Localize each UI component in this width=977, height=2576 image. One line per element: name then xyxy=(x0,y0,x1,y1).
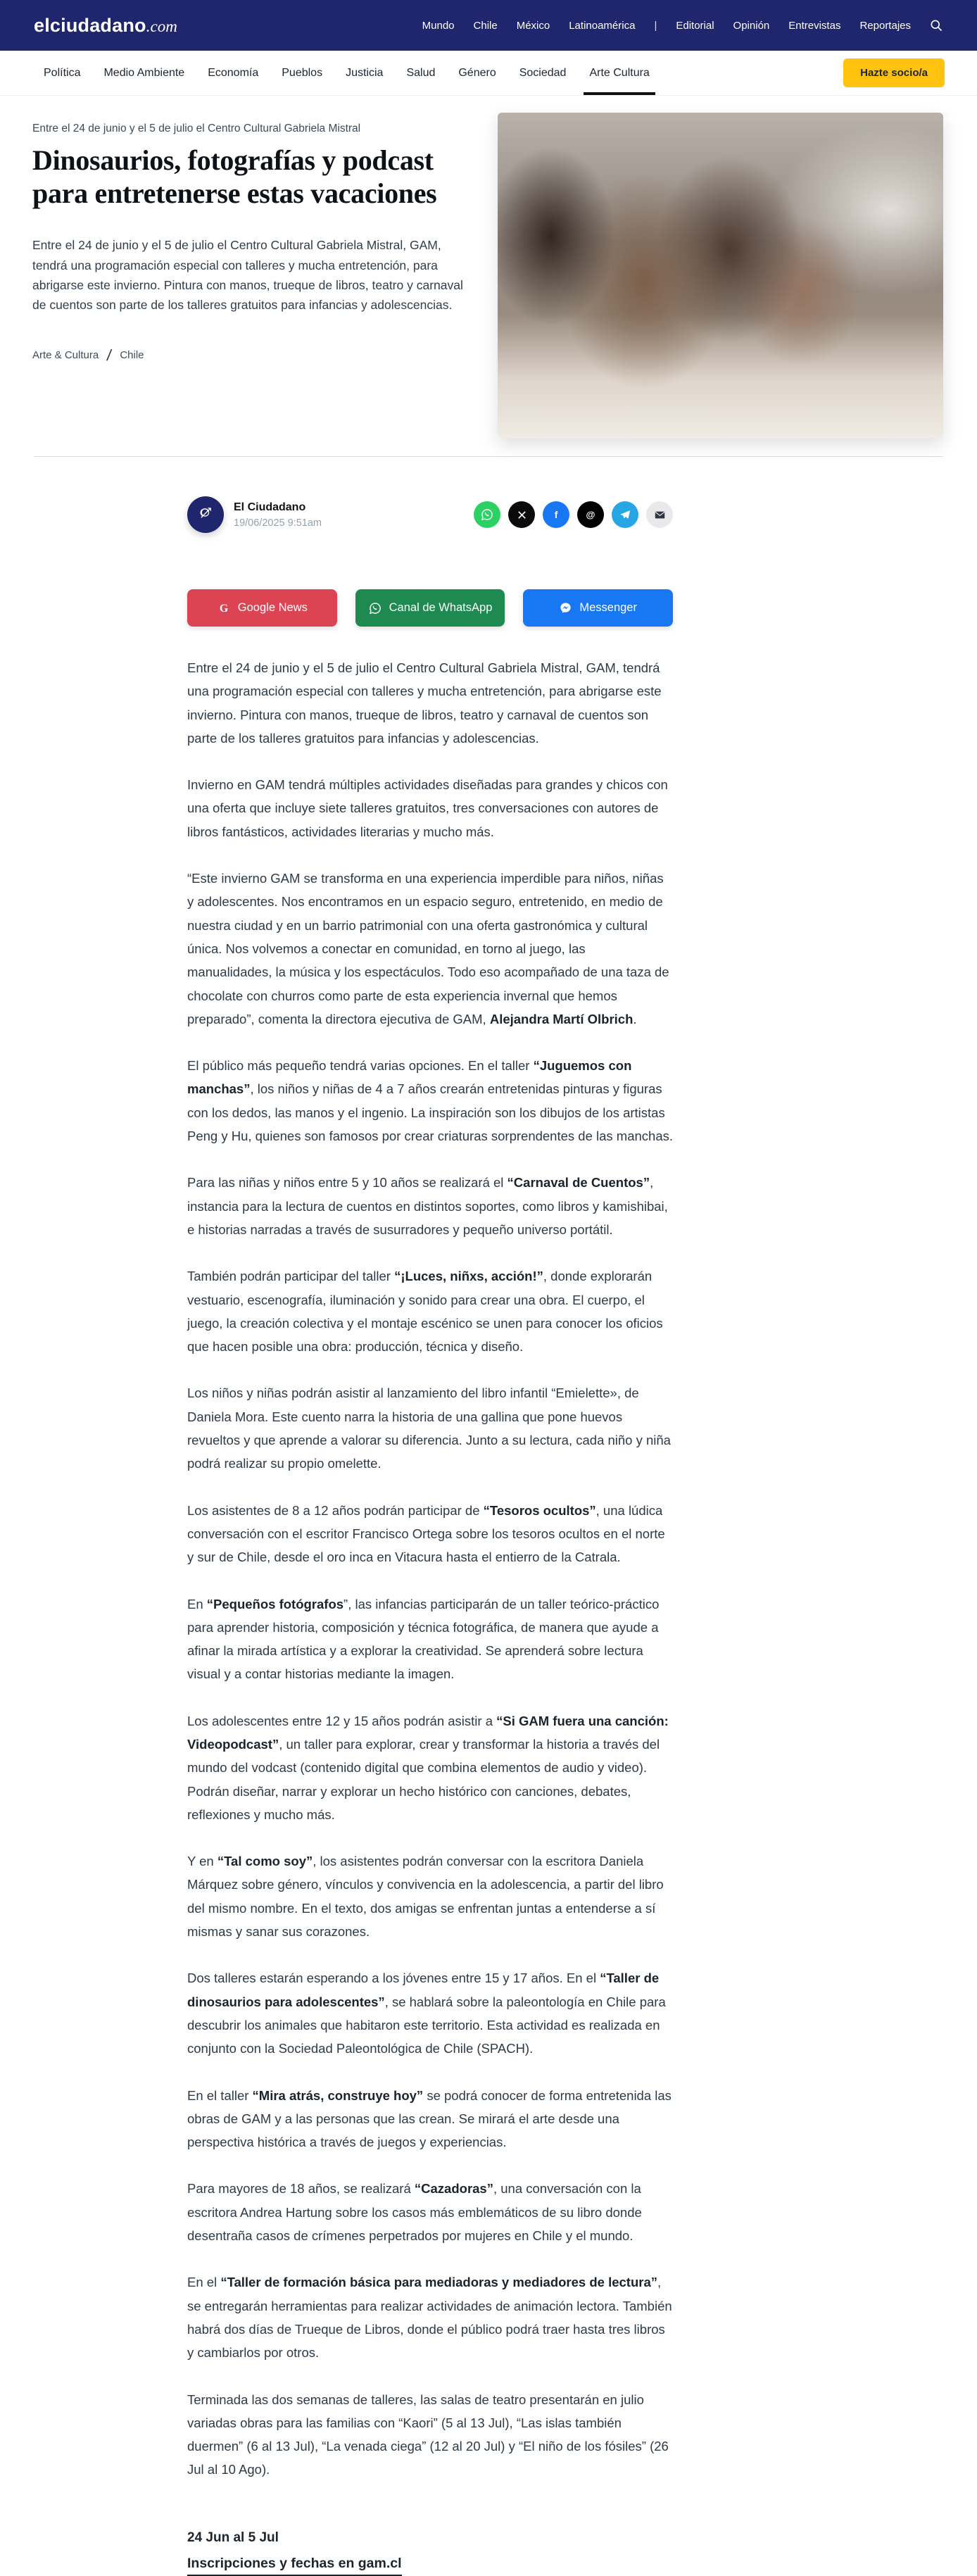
author-name: El Ciudadano xyxy=(234,501,306,513)
follow-buttons-row xyxy=(187,589,673,627)
facebook-icon xyxy=(549,508,563,522)
share-email-button[interactable] xyxy=(646,501,673,528)
article-header-text xyxy=(32,113,472,438)
follow-messenger-button[interactable] xyxy=(523,589,673,627)
nav-item-mexico[interactable]: México xyxy=(516,19,550,32)
top-header xyxy=(0,0,977,51)
subnav-item-politica[interactable]: Política xyxy=(44,66,81,79)
nav-item-reportajes[interactable]: Reportajes xyxy=(859,19,911,32)
article-header xyxy=(0,96,977,438)
article-paragraph: Los asistentes de 8 a 12 años podrán participar de “Tesoros ocultos”, una lúdica conversación con el escritor Francisco Ortega sobre los tesoros ocultos en el norte y sur de Chile, desde el oro inca en Vitacura hasta el entierro de la Catrala. xyxy=(187,1502,665,1565)
subnav-item-economia[interactable]: Economía xyxy=(208,66,259,79)
event-dates: 24 Jun al 5 Jul xyxy=(187,2530,279,2545)
svg-text:G: G xyxy=(219,602,228,615)
article-paragraph: Los adolescentes entre 12 y 15 años podrán asistir a “Si GAM fuera una canción: Videopodcast”, un taller para explorar, crear y transformar la historia a través del mundo del vodcast (contenido digital que combina elementos de audio y video). Podrán diseñar, narrar y explorar un hecho histórico con canciones, debates, reflexiones y mucho más. xyxy=(187,1713,669,1822)
nav-separator: | xyxy=(654,19,657,32)
subnav-item-justicia[interactable]: Justicia xyxy=(346,66,384,79)
section-nav xyxy=(0,51,977,96)
whatsapp-icon xyxy=(368,601,382,615)
byline-meta xyxy=(234,501,322,529)
share-facebook-button[interactable] xyxy=(543,501,569,528)
publish-date: 19/06/2025 9:51am xyxy=(234,517,322,529)
article-paragraph: Los niños y niñas podrán asistir al lanzamiento del libro infantil “Emielette», de Daniela Mora. Este cuento narra la historia de una gallina que pone huevos revueltos y que aprende a valorar su diferencia. Junto a su lectura, cada niño y niña podrá realizar su propio omelette. xyxy=(187,1386,671,1471)
article-paragraph: Para mayores de 18 años, se realizará “Cazadoras”, una conversación con la escritora Andrea Hartung sobre los casos más emblemáticos de su libro donde desentraña casos de crímenes perpetrados por mujeres en Chile y el mundo. xyxy=(187,2181,642,2244)
messenger-icon xyxy=(559,601,572,615)
subnav-item-arte-cultura[interactable]: Arte Cultura xyxy=(589,66,650,79)
threads-icon xyxy=(584,508,598,522)
subnav-item-salud[interactable]: Salud xyxy=(406,66,436,79)
follow-google-news-button[interactable] xyxy=(187,589,337,627)
subnav-item-genero[interactable]: Género xyxy=(458,66,496,79)
article-paragraph: También podrán participar del taller “¡Luces, niñxs, acción!”, donde explorarán vestuario, escenografía, iluminación y sonido para crear una obra. El cuerpo, el juego, la creación colectiva y el montaje escénico se unen para conocer los oficios que hacen posible una obra: producción, técnica y diseño. xyxy=(187,1269,663,1355)
search-icon[interactable] xyxy=(929,18,943,32)
share-row xyxy=(474,501,673,528)
event-info-block xyxy=(187,2530,673,2576)
button-label: Google News xyxy=(237,601,308,614)
section-nav-items xyxy=(44,67,673,80)
share-telegram-button[interactable] xyxy=(612,501,638,528)
article-body xyxy=(187,656,673,2526)
logo-text: elciudadano xyxy=(34,14,146,36)
become-member-button[interactable]: Hazte socio/a xyxy=(843,58,945,87)
article-paragraph: En “Pequeños fotógrafos”, las infancias participarán de un taller teórico-práctico para aprender historia, composición y técnica fotográfica, de manera que ayude a afinar la mirada artística y a explorar la creatividad. Se aprenderá sobre lectura visual y a contar historias mediante la imagen. xyxy=(187,1596,660,1682)
subnav-item-pueblos[interactable]: Pueblos xyxy=(282,66,323,79)
author-logo-icon xyxy=(196,503,215,526)
follow-canal-de-whatsapp-button[interactable] xyxy=(355,589,505,627)
x-icon xyxy=(517,510,527,520)
article-paragraph: Invierno en GAM tendrá múltiples actividades diseñadas para grandes y chicos con una oferta que incluye siete talleres gratuitos, tres conversaciones con autores de libros fantásticos, actividades literarias y mucho más. xyxy=(187,777,668,839)
google-icon xyxy=(217,601,231,615)
subnav-item-medio-ambiente[interactable]: Medio Ambiente xyxy=(103,66,185,79)
nav-item-opinion[interactable]: Opinión xyxy=(733,19,770,32)
subnav-item-sociedad[interactable]: Sociedad xyxy=(519,66,567,79)
nav-item-entrevistas[interactable]: Entrevistas xyxy=(788,19,841,32)
article-kicker: Entre el 24 de junio y el 5 de julio el Centro Cultural Gabriela Mistral xyxy=(32,122,361,134)
tag-arte-cultura[interactable]: Arte & Cultura xyxy=(32,349,99,362)
button-label: Canal de WhatsApp xyxy=(389,601,493,614)
article-paragraph: Para las niñas y niños entre 5 y 10 años se realizará el “Carnaval de Cuentos”, instancia para la lectura de cuentos en distintos soportes, como libros y kamishibai, e historias narradas a través de susurradores y pequeño universo portátil. xyxy=(187,1175,668,1237)
article-paragraph: Entre el 24 de junio y el 5 de julio el Centro Cultural Gabriela Mistral, GAM, tendrá una programación especial con talleres y mucha entretención, para abrigarse este invierno. Pintura con manos, trueque de libros, teatro y carnaval de cuentos son parte de los talleres gratuitos para infancias y adolescencias. xyxy=(187,660,662,746)
article-paragraph: Terminada las dos semanas de talleres, las salas de teatro presentarán en julio variadas obras para las familias con “Kaori” (5 al 13 Jul), “Las islas también duermen” (6 al 13 Jul), “La venada ciega” (12 al 20 Jul) y “El niño de los fósiles” (26 Jul al 10 Ago). xyxy=(187,2392,669,2477)
telegram-icon xyxy=(619,508,631,521)
tag-separator: / xyxy=(106,346,113,364)
svg-text:f: f xyxy=(554,510,558,521)
tag-chile[interactable]: Chile xyxy=(120,349,144,362)
logo-suffix: .com xyxy=(146,17,177,35)
hero-image xyxy=(498,113,943,438)
svg-text:@: @ xyxy=(586,509,595,520)
share-threads-button[interactable] xyxy=(577,501,604,528)
article-paragraph: “Este invierno GAM se transforma en una experiencia imperdible para niños, niñas y adolescentes. Nos encontramos en un espacio seguro, entretenido, en medio de nuestra ciudad y en un barrio patrimonial con una oferta gastronómica y cultural única. Nos volvemos a conectar en comunidad, en torno al juego, las manualidades, la música y los espectáculos. Todo eso acompañado de una taza de chocolate con churros como parte de esta experiencia invernal que hemos preparado”, comenta la directora ejecutiva de GAM, Alejandra Martí Olbrich. xyxy=(187,871,669,1026)
nav-item-editorial[interactable]: Editorial xyxy=(676,19,714,32)
nav-item-chile[interactable]: Chile xyxy=(473,19,498,32)
article-tags xyxy=(32,346,472,365)
share-whatsapp-button[interactable] xyxy=(474,501,500,528)
email-icon xyxy=(653,508,667,522)
header-divider xyxy=(34,456,943,457)
site-logo[interactable] xyxy=(34,15,177,37)
article-paragraph: En el “Taller de formación básica para mediadoras y mediadores de lectura”, se entregarán herramientas para realizar actividades de animación lectora. También habrá dos días de Trueque de Libros, donde el público podrá traer hasta tres libros y cambiarlos por otros. xyxy=(187,2275,672,2361)
button-label: Messenger xyxy=(579,601,637,614)
top-nav xyxy=(422,20,911,32)
article-excerpt: Entre el 24 de junio y el 5 de julio el Centro Cultural Gabriela Mistral, GAM, tendrá una programación especial con talleres y mucha entretención, para abrigarse este invierno. Pintura con manos, trueque de libros, teatro y carnaval de cuentos son parte de los talleres gratuitos para infancias y adolescencias. xyxy=(32,238,463,313)
share-x-button[interactable] xyxy=(508,501,535,528)
inscriptions-link[interactable]: Inscripciones y fechas en gam.cl xyxy=(187,2556,402,2576)
nav-item-latinoamerica[interactable]: Latinoamérica xyxy=(569,19,636,32)
avatar[interactable] xyxy=(187,496,224,533)
whatsapp-icon xyxy=(480,508,494,522)
nav-item-mundo[interactable]: Mundo xyxy=(422,19,455,32)
byline xyxy=(187,496,673,533)
article-main-column xyxy=(187,496,673,2576)
article-paragraph: Dos talleres estarán esperando a los jóvenes entre 15 y 17 años. En el “Taller de dinosaurios para adolescentes”, se hablará sobre la paleontología en Chile para descubrir los animales que habitaron este territorio. Esta actividad es realizada en conjunto con la Sociedad Paleontológica de Chile (SPACH). xyxy=(187,1971,666,2056)
article-paragraph: En el taller “Mira atrás, construye hoy” se podrá conocer de forma entretenida las obras de GAM y a las personas que las crean. Se mirará el arte desde una perspectiva histórica a través de juegos y experiencias. xyxy=(187,2087,672,2150)
article-paragraph: Y en “Tal como soy”, los asistentes podrán conversar con la escritora Daniela Márquez sobre género, vínculos y convivencia en la adolescencia, a partir del libro del mismo nombre. En el texto, dos amigas se enfrentan juntas a entenderse a sí mismas y sanar sus corazones. xyxy=(187,1854,664,1940)
article-paragraph: El público más pequeño tendrá varias opciones. En el taller “Juguemos con manchas”, los niños y niñas de 4 a 7 años crearán entretenidas pinturas y figuras con los dedos, las manos y el ingenio. La inspiración son los dibujos de los artistas Peng y Hu, quienes son famosos por crear criaturas sorprendentes de las manchas. xyxy=(187,1058,674,1144)
page-title: Dinosaurios, fotografías y podcast para entretenerse estas vacaciones xyxy=(32,144,437,210)
